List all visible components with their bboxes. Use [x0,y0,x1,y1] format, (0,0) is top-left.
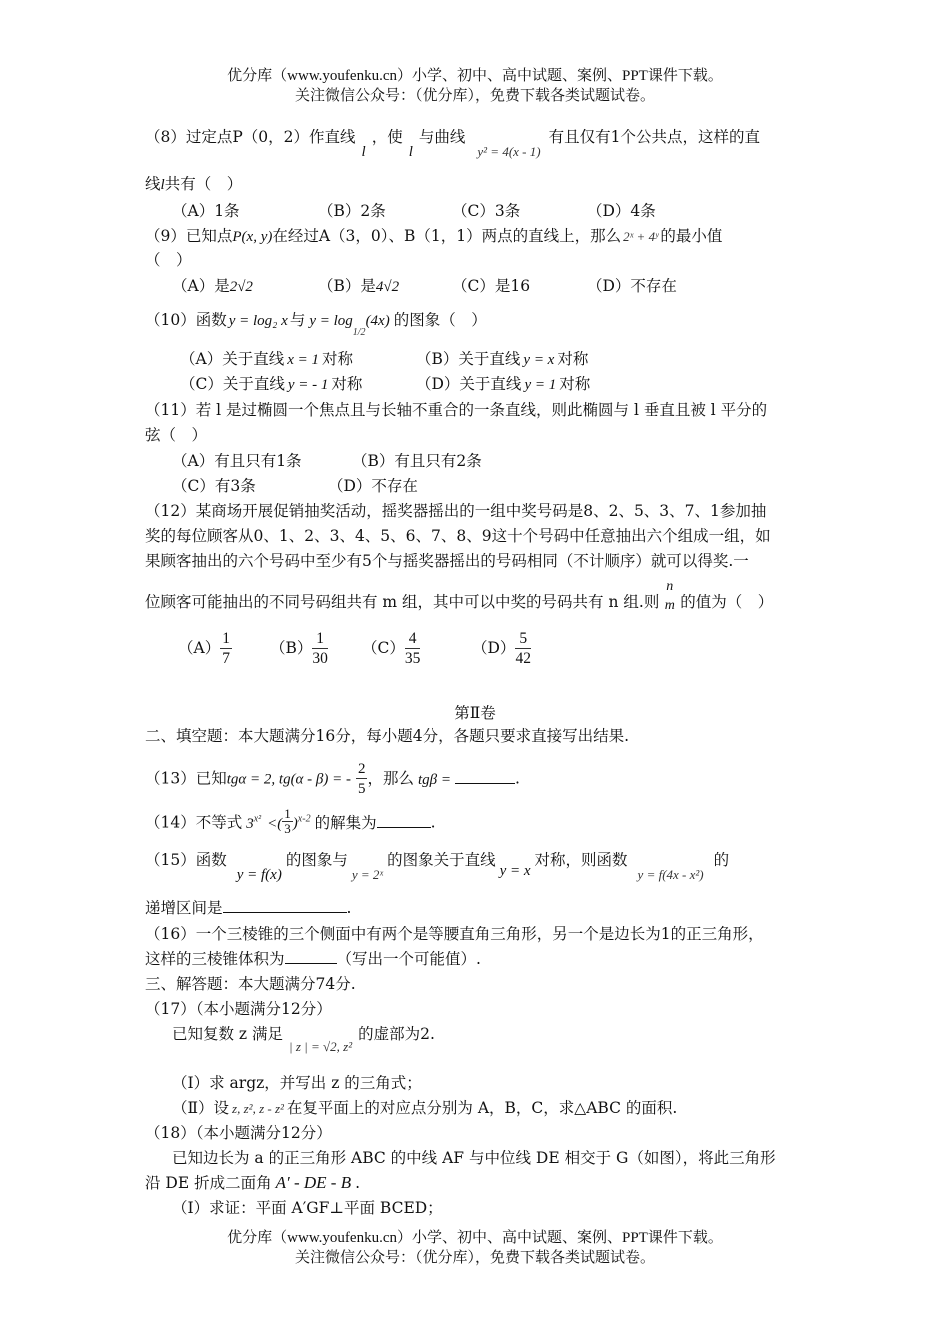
q11-line-1: （11）若 l 是过椭圆一个焦点且与长轴不重合的一条直线，则此椭圆与 l 垂直且被 l 平分的 [145,401,768,419]
q12-line-3: 果顾客抽出的六个号码中至少有5个与摇奖器摇出的号码相同（不计顺序）就可以得奖.一 [145,552,749,570]
q15-line-2: 递增区间是 . [145,899,352,917]
q18-part-1: （Ⅰ）求证：平面 A′GF⊥平面 BCED； [172,1199,443,1217]
q17-part-1: （Ⅰ）求 argz，并写出 z 的三角式； [172,1074,422,1092]
q12-option-b: （B） $\frac{1}{30}$ [270,629,328,667]
q10-option-a: （A）关于直线 x = 1 对称 [180,350,353,368]
q14-line: （14）不等式 $3^{x^2}$ <( $\frac{1}{3}$ )$^{x-2}$ 的解集为 . [145,806,436,836]
q10-option-c: （C）关于直线 y = - 1 对称 [180,375,363,393]
q9-option-a: （A）是2√2 [172,277,253,295]
q8-curve: y² = 4(x - 1) [477,144,541,159]
q12-line-1: （12）某商场开展促销抽奖活动，摇奖器摇出的一组中奖号码是8、2、5、3、7、1参加抽 [145,502,767,520]
q15-answer-blank[interactable] [223,898,347,913]
q16-answer-blank[interactable] [285,949,337,964]
q10-option-d: （D）关于直线 y = 1 对称 [416,375,591,393]
q11-option-d: （D）不存在 [328,477,418,495]
q11-option-c: （C）有3条 [172,477,256,495]
q8-option-d: （D）4条 [587,202,656,220]
q11-line-2: 弦（ ） [145,426,208,444]
q10-option-b: （B）关于直线 y = x 对称 [416,350,589,368]
q18-heading: （18）（本小题满分12分） [145,1124,332,1142]
q8-option-c: （C）3条 [452,202,521,220]
q8-line-1: （8）过定点P（0，2）作直线l，使l与曲线$_{y^2 = 4(x - 1)}$有且仅有1个公共点，这样的直 [145,128,760,160]
section-3-heading: 三、解答题：本大题满分74分. [145,975,356,993]
part-2-title: 第Ⅱ卷 [454,704,496,722]
section-2-heading: 二、填空题：本大题满分16分，每小题4分，各题只要求直接写出结果. [145,727,630,745]
q17-heading: （17）（本小题满分12分） [145,1000,332,1018]
q17-part-2: （Ⅱ）设 z, z², z - z² 在复平面上的对应点分别为 A，B，C，求△ABC 的面积. [172,1099,678,1117]
q8-option-a: （A）1条 [172,202,240,220]
q13-answer-blank[interactable] [455,769,515,784]
q16-line-2: 这样的三棱锥体积为 （写出一个可能值）. [145,950,481,968]
q12-option-a: （A） $\frac{1}{7}$ [178,629,230,667]
q8-line-2: 线l共有（ ） [145,175,243,193]
q14-answer-blank[interactable] [377,813,431,828]
q9-option-c: （C）是16 [452,277,531,295]
footer-line-2: 关注微信公众号：（优分库），免费下载各类试题试卷。 [294,1250,655,1266]
q17-statement: 已知复数 z 满足$_{| z | = √2, z^2}$的虚部为2. [172,1025,435,1054]
q12-option-c: （C） $\frac{4}{35}$ [362,629,421,667]
q15-line-1: （15）函数y = f(x)的图象与$_{y = 2ˣ}$的图象关于直线y = x对称，则函数$_{y = f(4x - x^2)}$的 [145,851,730,883]
header-line-1: 优分库（www.youfenku.cn）小学、初中、高中试题、案例、PPT课件下载。 [227,68,723,84]
q12-line-2: 奖的每位顾客从0、1、2、3、4、5、6、7、8、9这十个号码中任意抽出六个组成一组，如 [145,527,771,545]
q12-option-d: （D） $\frac{5}{42}$ [472,629,531,667]
header-line-2: 关注微信公众号：（优分库），免费下载各类试题试卷。 [294,88,655,104]
q11-option-b: （B）有且只有2条 [352,452,482,470]
q9-option-b: （B）是4√2 [318,277,400,295]
q10-line-1: （10）函数 y = log₂ x 与 $y = \log_{1/2}(4x)$ 的图象（ ） [145,311,487,338]
q16-line-1: （16）一个三棱锥的三个侧面中有两个是等腰直角三角形，另一个是边长为1的正三角形， [145,925,764,943]
q9-line-2: （ ） [145,251,192,269]
q13-line: （13）已知tgα = 2, tg(α - β) = - $\frac{2}{5}$ ，那么 tgβ = . [145,761,520,797]
q12-line-4: 位顾客可能抽出的不同号码组共有 m 组，其中可以中奖的号码共有 n 组.则 n m 的值为（ ） [145,584,773,622]
q18-line-1: 已知边长为 a 的正三角形 ABC 的中线 AF 与中位线 DE 相交于 G（如图），将此三角形 [172,1149,776,1167]
footer-line-1: 优分库（www.youfenku.cn）小学、初中、高中试题、案例、PPT课件下载。 [227,1230,723,1246]
q8-option-b: （B）2条 [318,202,386,220]
q11-option-a: （A）有且只有1条 [172,452,302,470]
q9-line-1: （9）已知点P(x, y)在经过A（3，0）、B（1，1）两点的直线上，那么 2ˣ + 4ʸ 的最小值 [145,227,723,245]
q12-ratio-fraction: n m [664,579,675,613]
q18-line-2: 沿 DE 折成二面角 A′ - DE - B . [145,1173,361,1192]
q9-option-d: （D）不存在 [587,277,677,295]
